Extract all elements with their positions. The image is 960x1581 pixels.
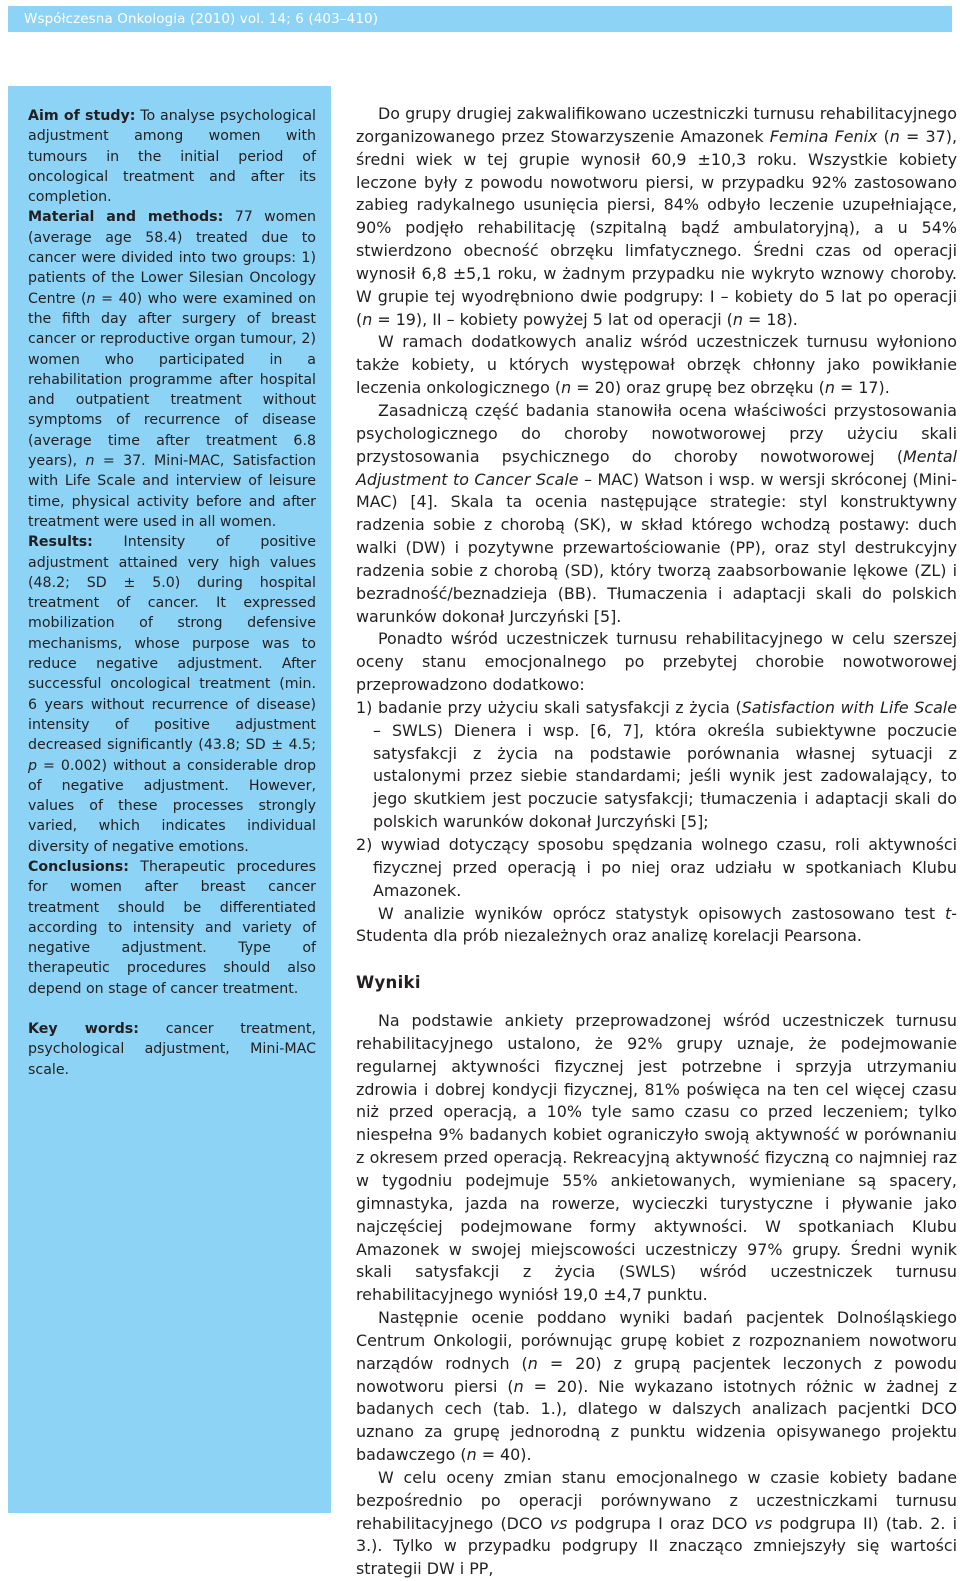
- methods-text-c: = 37. Mini-MAC, Satisfaction with Life Scale and interview of leisure time, physical activity before and after treatment were used in all women.: [28, 453, 316, 530]
- abstract-aim: [28, 106, 316, 207]
- method-list-item-2: [356, 834, 957, 903]
- keywords-text: cancer treatment, psychological adjustment, Mini-MAC scale.: [28, 1021, 316, 1078]
- method-list: [356, 697, 957, 903]
- conclusions-heading: Conclusions:: [28, 858, 129, 875]
- methods-n2: n: [85, 453, 95, 470]
- results-p: p: [28, 757, 38, 774]
- body-text: = 17).: [834, 378, 890, 398]
- aim-heading: Aim of study:: [28, 108, 136, 124]
- keywords-heading: Key words:: [28, 1021, 139, 1038]
- body-text: Zasadniczą część badania stanowiła ocena właściwości przystosowania psychologicznego do choroby nowotworowej przy użyciu skali przystosowania psychicznego do choroby nowotworowej (: [356, 400, 957, 466]
- body-text: Następnie ocenie poddano wyniki badań pacjentek Dolnośląskiego Centrum Onkologii, porównując grupę kobiet z rozpoznaniem nowotworu narządów rodnych (: [356, 1308, 957, 1373]
- journal-citation: Współczesna Onkologia (2010) vol. 14; 6 (403–410): [24, 11, 379, 27]
- body-text: = 19), II – kobiety powyżej 5 lat od operacji (: [372, 309, 733, 329]
- body-italic: n: [561, 378, 572, 398]
- body-italic: t: [945, 903, 952, 923]
- body-text: = 20) z grupą pacjentek leczonych z powodu nowotworu piersi (: [356, 1353, 957, 1396]
- conclusions-text: Therapeutic procedures for women after breast cancer treatment should be differentiated according to intensity and variety of negative adjustment. Type of therapeutic procedures should also depend on stage of cancer treatment.: [28, 858, 316, 997]
- body-paragraph-1: [356, 103, 957, 331]
- methods-text-a: 77 women (average age 58.4) treated due to cancer were divided into two groups: 1) patients of the Lower Silesian Oncology Centre (: [28, 209, 316, 307]
- body-paragraph-7: [356, 1307, 957, 1467]
- body-text: -Studenta dla prób niezależnych oraz analizę korelacji Pearsona.: [356, 903, 957, 946]
- body-paragraph-2: [356, 331, 957, 400]
- results-heading: Results:: [28, 534, 93, 551]
- body-italic: Mental Adjustment to Cancer Scale: [356, 446, 957, 489]
- body-italic: n: [732, 309, 743, 329]
- body-text: 2) wywiad dotyczący sposobu spędzania wolnego czasu, roli aktywności fizycznej przed operacją i po niej oraz udziału w spotkaniach Klubu Amazonek.: [356, 835, 957, 900]
- results-text-a: Intensity of positive adjustment attained very high values (48.2; SD ± 5.0) during hospital treatment of cancer. It expressed mobilization of strong defensive mechanisms, whose purpose was to reduce negative adjustment. After successful oncological treatment (min. 6 years without recurrence of disease) intensity of positive adjustment decreased significantly (43.8; SD ± 4.5;: [28, 534, 316, 754]
- body-text: = 20) oraz grupę bez obrzęku (: [571, 378, 825, 398]
- body-italic: n: [889, 126, 900, 146]
- body-text: Na podstawie ankiety przeprowadzonej wśród uczestniczek turnusu rehabilitacyjnego ustalono, że 92% grupy uznaje, że podejmowanie regularnej aktywności fizycznej jest potrzebne i sprzyja utrzymaniu zdrowia i dobrej kondycji fizycznej, 81% poświęca na ten cel więcej czasu niż przed operacją, a 10% tyle samo czasu co przed leczeniem; tylko niespełna 9% badanych kobiet ograniczyło swoją aktywność w porównaniu z okresem przed operacją. Rekreacyjną aktywność fizyczną co najmniej raz w tygodniu podejmuje 55% ankietowanych, wymieniane są spacery, gimnastyka, jazda na rowerze, wycieczki turystyczne i pływanie jako najczęściej podejmowane formy aktywności. W spotkaniach Klubu Amazonek w swojej miejscowości uczestniczy 97% grupy. Średni wynik skali satysfakcji z życia (SWLS) wśród uczestniczek turnusu rehabilitacyjnego wyniósł 19,0 ±4,7 punktu.: [356, 1011, 957, 1305]
- abstract-results: [28, 532, 316, 857]
- body-text: = 20). Nie wykazano istotnych różnic w żadnej z badanych cech (tab. 1.), dlatego w dalszych analizach pacjentki DCO uznano za grupę jednorodną z punktu widzenia opisywanego projektu badawczego (: [356, 1376, 958, 1465]
- body-text: Ponadto wśród uczestniczek turnusu rehabilitacyjnego w celu szerszej oceny stanu emocjonalnego po przebytej chorobie nowotworowej przeprowadzono dodatkowo:: [356, 629, 957, 695]
- body-italic: n: [513, 1376, 524, 1396]
- body-text: W analizie wyników oprócz statystyk opisowych zastosowano test: [378, 903, 946, 923]
- body-text: = 40).: [476, 1445, 532, 1465]
- abstract-methods: [28, 207, 316, 532]
- body-text: = 18).: [742, 309, 798, 329]
- body-italic: n: [466, 1445, 477, 1465]
- body-paragraph-6: [356, 1010, 957, 1307]
- body-italic: vs: [549, 1513, 568, 1533]
- body-column: [356, 103, 957, 1581]
- method-list-item-1: [356, 697, 957, 834]
- body-text: podgrupa II) (tab. 2. i 3.). Tylko w przypadku podgrupy II znacząco zmniejszyły się wartości strategii DW i PP,: [356, 1513, 957, 1579]
- body-text: Do grupy drugiej zakwalifikowano uczestniczki turnusu rehabilitacyjnego zorganizowanego przez Stowarzyszenie Amazonek: [356, 104, 957, 146]
- body-italic: n: [527, 1353, 538, 1373]
- body-italic: n: [824, 378, 835, 398]
- body-text: 1) badanie przy użyciu skali satysfakcji z życia (: [356, 697, 742, 717]
- body-paragraph-8: [356, 1467, 957, 1581]
- body-text: = 37), średni wiek w tej grupie wynosił 60,9 ±10,3 roku. Wszystkie kobiety leczone były z powodu nowotworu piersi, w przypadku 92% zastosowano zabieg radykalnego usunięcia piersi, 84% odbyło leczenie uzupełniające, 90% podjęło rehabilitację (szpitalną bądź ambulatoryjną), a u 54% stwierdzono obecność obrzęku limfatycznego. Średni czas od operacji wynosił 6,8 ±5,1 roku, w żadnym przypadku nie wykryto wznowy choroby. W grupie tej wyodrębniono dwie podgrupy: I – kobiety do 5 lat po operacji (: [356, 126, 957, 329]
- body-text: podgrupa I oraz DCO: [567, 1513, 755, 1533]
- body-paragraph-3: [356, 400, 957, 628]
- body-paragraph-5: [356, 903, 957, 949]
- aim-text: To analyse psychological adjustment among women with tumours in the initial period of oncological treatment and after its completion.: [28, 108, 316, 206]
- abstract-text: [28, 106, 316, 1080]
- body-italic: vs: [754, 1513, 773, 1533]
- methods-text-b: = 40) who were examined on the fifth day after surgery of breast cancer or reproductive organ tumour, 2) women who participated in a rehabilitation programme after hospital and outpatient treatment without symptoms of recurrence of disease (average time after treatment 6.8 years),: [28, 290, 317, 470]
- abstract-box: [8, 86, 331, 1513]
- body-italic: Femina Fenix: [769, 126, 878, 146]
- body-paragraph-4: [356, 628, 957, 697]
- abstract-keywords: [28, 1019, 316, 1080]
- results-text-b: = 0.002) without a considerable drop of negative adjustment. However, values of these processes strongly varied, which indicates individual diversity of negative emotions.: [28, 757, 316, 855]
- methods-heading: Material and methods:: [28, 209, 224, 226]
- journal-header-bar: [8, 6, 952, 32]
- body-italic: n: [362, 309, 373, 329]
- body-text: – SWLS) Dienera i wsp. [6, 7], która określa subiektywne poczucie satysfakcji z życia na podstawie porównania własnej sytuacji z ustalonymi przez siebie standardami; jeśli wynik jest zadowalający, to jego skutkiem jest poczucie satysfakcji; tłumaczenia i adaptacji skali do polskich warunków dokonał Jurczyński [5];: [373, 720, 957, 832]
- methods-n1: n: [86, 290, 96, 307]
- abstract-conclusions: [28, 857, 316, 999]
- body-text: (: [877, 126, 890, 146]
- body-text: W ramach dodatkowych analiz wśród uczestniczek turnusu wyłoniono także kobiety, u których występował obrzęk chłonny jako powikłanie leczenia onkologicznego (: [356, 332, 957, 398]
- body-text: – MAC) Watson i wsp. w wersji skróconej (Mini-MAC) [4]. Skala ta ocenia następujące strategie: styl konstruktywny radzenia sobie z chorobą (SK), w skład którego wchodzą postawy: duch walki (DW) i pozytywne przewartościowanie (PP), oraz styl destrukcyjny radzenia sobie z chorobą (SD), który tworzą zaabsorbowanie lękowe (ZL) i bezradność/beznadzieja (BB). Tłumaczenia i adaptacji skali do polskich warunków dokonał Jurczyński [5].: [356, 469, 957, 626]
- body-italic: Satisfaction with Life Scale: [741, 697, 957, 717]
- section-heading-wyniki: Wyniki: [356, 973, 421, 993]
- body-text: W celu oceny zmian stanu emocjonalnego w czasie kobiety badane bezpośrednio po operacji porównywano z uczestniczkami turnusu rehabilitacyjnego (DCO: [356, 1467, 957, 1533]
